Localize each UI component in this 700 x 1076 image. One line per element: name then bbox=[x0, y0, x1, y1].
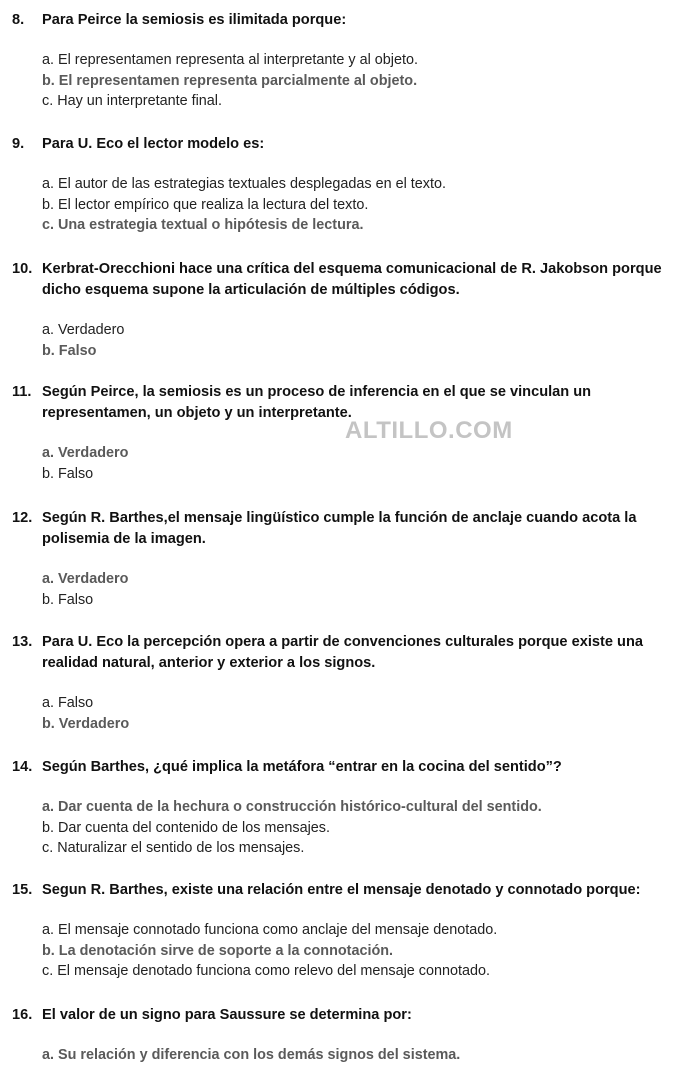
options-list bbox=[0, 797, 700, 859]
option-a: a. El mensaje connotado funciona como anclaje del mensaje denotado. bbox=[42, 922, 498, 938]
question-header bbox=[0, 880, 700, 901]
question-header bbox=[0, 134, 700, 155]
watermark: ALTILLO.COM bbox=[345, 417, 513, 444]
option-a-correct: a. Verdadero bbox=[42, 445, 129, 461]
question-text: Según Barthes, ¿qué implica la metáfora “entrar en la cocina del sentido”? bbox=[42, 759, 562, 775]
option-a: a. Falso bbox=[42, 695, 94, 711]
options-list bbox=[0, 569, 700, 610]
question-number: 13. bbox=[12, 634, 33, 650]
question-number: 16. bbox=[12, 1007, 33, 1023]
question-number: 10. bbox=[12, 261, 33, 277]
question-text: El valor de un signo para Saussure se determina por: bbox=[42, 1007, 412, 1023]
question-text: Segun R. Barthes, existe una relación entre el mensaje denotado y connotado porque: bbox=[42, 882, 641, 898]
options-list bbox=[0, 693, 700, 734]
question-text: Para Peirce la semiosis es ilimitada porque: bbox=[42, 12, 347, 28]
question-number: 8. bbox=[12, 12, 25, 28]
option-a: a. El representamen representa al interpretante y al objeto. bbox=[42, 52, 418, 68]
question-12 bbox=[0, 508, 700, 610]
option-b: b. Falso bbox=[42, 591, 94, 608]
option-b-correct: b. La denotación sirve de soporte a la connotación. bbox=[42, 942, 394, 959]
option-b: b. Falso bbox=[42, 465, 94, 482]
question-header bbox=[0, 10, 700, 31]
option-a: a. El autor de las estrategias textuales desplegadas en el texto. bbox=[42, 176, 446, 192]
question-header bbox=[0, 757, 700, 778]
option-b-correct: b. El representamen representa parcialmente al objeto. bbox=[42, 72, 418, 89]
question-text: Según Peirce, la semiosis es un proceso de inferencia en el que se vinculan un representamen, un objeto y un interpretante. bbox=[42, 384, 592, 421]
question-16 bbox=[0, 1005, 700, 1066]
question-header bbox=[0, 1005, 700, 1026]
options-list bbox=[0, 320, 700, 361]
option-b-correct: b. Verdadero bbox=[42, 715, 130, 732]
question-14 bbox=[0, 757, 700, 859]
option-c: c. Hay un interpretante final. bbox=[42, 93, 222, 109]
question-13 bbox=[0, 632, 700, 734]
question-number: 15. bbox=[12, 882, 33, 898]
question-9 bbox=[0, 134, 700, 236]
option-c: c. El mensaje denotado funciona como relevo del mensaje connotado. bbox=[42, 963, 490, 979]
question-8 bbox=[0, 10, 700, 112]
question-10 bbox=[0, 259, 700, 361]
question-header bbox=[0, 632, 700, 674]
option-c: c. Naturalizar el sentido de los mensajes. bbox=[42, 840, 305, 856]
option-b: b. Dar cuenta del contenido de los mensajes. bbox=[42, 819, 330, 836]
option-a-correct: a. Verdadero bbox=[42, 571, 129, 587]
option-b-correct: b. Falso bbox=[42, 342, 97, 359]
question-header bbox=[0, 259, 700, 301]
question-text: Kerbrat-Orecchioni hace una crítica del esquema comunicacional de R. Jakobson porque dicho esquema supone la articulación de múltiples códigos. bbox=[42, 261, 662, 298]
options-list bbox=[0, 50, 700, 112]
question-text: Para U. Eco el lector modelo es: bbox=[42, 136, 265, 152]
question-header bbox=[0, 508, 700, 550]
option-b: b. El lector empírico que realiza la lectura del texto. bbox=[42, 196, 369, 213]
question-number: 11. bbox=[12, 384, 32, 400]
question-number: 12. bbox=[12, 510, 33, 526]
option-c-correct: c. Una estrategia textual o hipótesis de lectura. bbox=[42, 217, 364, 233]
question-text: Para U. Eco la percepción opera a partir de convenciones culturales porque existe una realidad natural, anterior y exterior a los signos. bbox=[42, 634, 643, 671]
question-number: 14. bbox=[12, 759, 33, 775]
option-a-correct: a. Dar cuenta de la hechura o construcción histórico-cultural del sentido. bbox=[42, 799, 542, 815]
options-list bbox=[0, 1045, 700, 1066]
options-list bbox=[0, 174, 700, 236]
option-a-correct: a. Su relación y diferencia con los demás signos del sistema. bbox=[42, 1047, 461, 1063]
options-list bbox=[0, 920, 700, 982]
option-a: a. Verdadero bbox=[42, 322, 125, 338]
question-text: Según R. Barthes,el mensaje lingüístico cumple la función de anclaje cuando acota la polisemia de la imagen. bbox=[42, 510, 637, 547]
question-number: 9. bbox=[12, 136, 25, 152]
question-15 bbox=[0, 880, 700, 982]
options-list bbox=[0, 443, 700, 484]
